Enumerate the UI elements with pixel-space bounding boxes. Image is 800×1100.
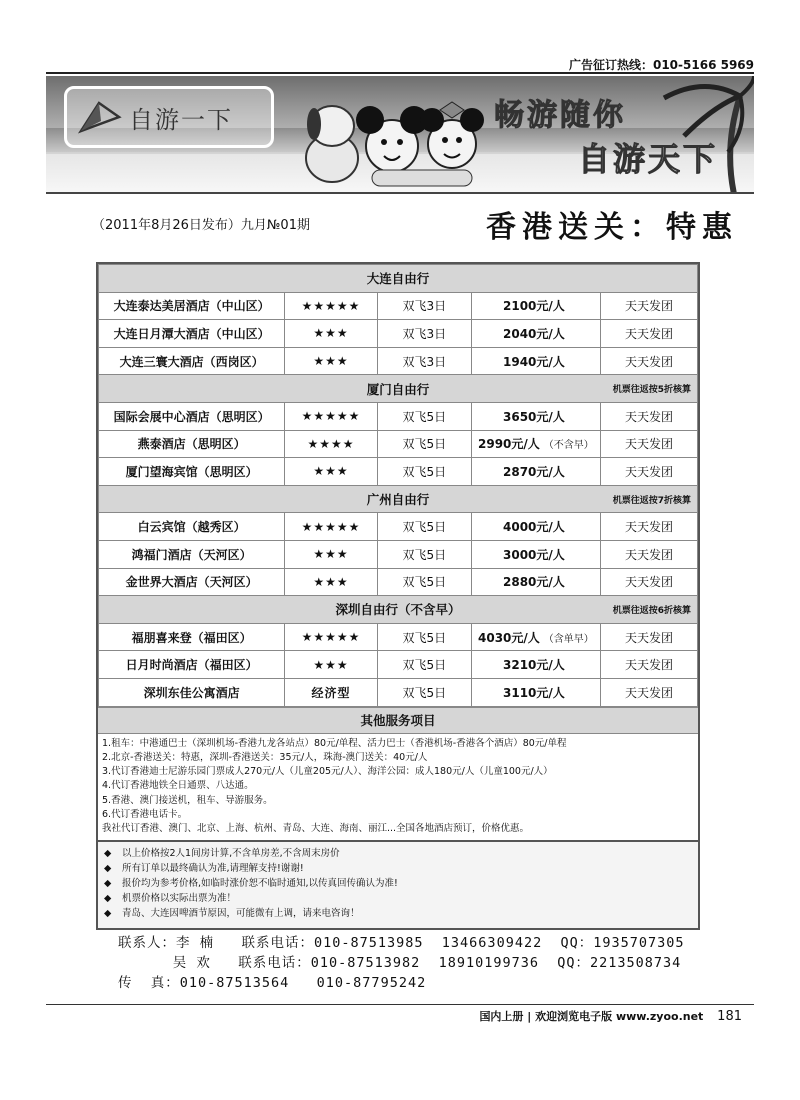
star-rating: ★★★ [313, 464, 349, 479]
departure-schedule: 天天发团 [624, 658, 673, 673]
departure-schedule: 天天发团 [624, 547, 673, 562]
hotel-name: 大连泰达美居酒店（中山区） [113, 299, 270, 314]
departure-schedule: 天天发团 [624, 520, 673, 535]
departure-schedule-cell [600, 623, 697, 651]
price-cell [471, 540, 600, 568]
hotel-name-cell [99, 320, 285, 348]
star-rating-cell [285, 540, 378, 568]
note-text: 以上价格按2人1间房计算,不含单房差,不含周末房价 [122, 847, 340, 859]
star-rating-cell [285, 623, 378, 651]
departure-schedule-cell [600, 513, 697, 541]
ad-hotline: 广告征订热线：010-5166 5969 [568, 58, 754, 72]
hotel-name-cell [99, 540, 285, 568]
price: 2100元/人 [503, 299, 565, 314]
hotel-name: 大连日月潭大酒店（中山区） [113, 326, 270, 341]
trip-duration: 双飞5日 [402, 658, 447, 673]
departure-schedule: 天天发团 [624, 464, 673, 479]
hotel-name: 燕泰酒店（思明区） [137, 437, 246, 452]
footer [479, 1008, 742, 1024]
departure-schedule: 天天发团 [624, 437, 673, 452]
service-item: 5.香港、澳门接送机，租车、导游服务。 [102, 794, 273, 806]
note-item [104, 906, 692, 921]
section-header-cell [99, 485, 698, 513]
contact-line-1: 联系人：李 楠 联系电话：010-87513985 13466309422 QQ：1935707305 [118, 935, 685, 951]
note-text: 所有订单以最终确认为准,请理解支持!谢谢! [122, 862, 304, 874]
departure-schedule-cell [600, 568, 697, 596]
star-rating: ★★★ [313, 574, 349, 589]
diamond-bullet-icon: ◆ [104, 908, 112, 920]
hotel-name: 福朋喜来登（福田区） [131, 630, 252, 645]
price-table [96, 262, 700, 930]
price-cell [471, 678, 600, 706]
note-text: 青岛、大连因啤酒节原因，可能微有上调，请来电咨询！ [122, 908, 360, 920]
departure-schedule-cell [600, 347, 697, 375]
departure-schedule: 天天发团 [624, 685, 673, 700]
footer-text: 国内上册 | 欢迎浏览电子版 www.zyoo.net [479, 1010, 704, 1023]
table-row [99, 292, 698, 320]
star-rating-cell [285, 568, 378, 596]
trip-duration-cell [377, 402, 471, 430]
section-note: 机票往返按5折核算 [612, 385, 691, 396]
star-rating-cell [285, 651, 378, 679]
trip-duration: 双飞5日 [402, 464, 447, 479]
departure-schedule-cell [600, 320, 697, 348]
hotel-name: 白云宾馆（越秀区） [137, 520, 246, 535]
star-rating-cell [285, 678, 378, 706]
trip-duration-cell [377, 292, 471, 320]
trip-duration-cell [377, 568, 471, 596]
section-note: 机票往返按6折核算 [612, 606, 691, 617]
price-cell [471, 402, 600, 430]
hotel-name-cell [99, 678, 285, 706]
trip-duration-cell [377, 320, 471, 348]
price-cell [471, 292, 600, 320]
star-rating: ★★★ [313, 657, 349, 672]
hotel-name-cell [99, 402, 285, 430]
banner [46, 76, 754, 194]
star-rating: ★★★★ [307, 436, 355, 451]
trip-duration: 双飞5日 [402, 630, 447, 645]
departure-schedule: 天天发团 [624, 630, 673, 645]
departure-schedule-cell [600, 402, 697, 430]
departure-schedule-cell [600, 430, 697, 458]
star-rating: ★★★★★ [301, 298, 361, 313]
note-item [104, 846, 692, 861]
trip-duration-cell [377, 623, 471, 651]
price: 4000元/人 [503, 520, 565, 535]
star-rating-cell [285, 320, 378, 348]
section-header-cell [99, 596, 698, 624]
star-rating: ★★★★★ [301, 630, 361, 645]
price: 4030元/人 [478, 630, 540, 645]
cartoon-characters-icon [292, 80, 492, 192]
section-header-cell [99, 375, 698, 403]
price-note: （含单早） [543, 633, 594, 645]
hotel-name: 大连三寰大酒店（西岗区） [119, 354, 264, 369]
departure-schedule-cell [600, 651, 697, 679]
section-header [99, 375, 698, 403]
trip-duration: 双飞5日 [402, 685, 447, 700]
hotel-name: 厦门望海宾馆（思明区） [125, 464, 258, 479]
price-cell [471, 320, 600, 348]
palm-tree-icon [644, 76, 754, 194]
trip-duration-cell [377, 651, 471, 679]
price: 2040元/人 [503, 326, 565, 341]
price-cell [471, 513, 600, 541]
star-rating: ★★★ [313, 326, 349, 341]
price: 2990元/人 [478, 437, 540, 452]
footer-rule [46, 1004, 754, 1005]
departure-schedule-cell [600, 540, 697, 568]
note-item [104, 876, 692, 891]
section-header [99, 485, 698, 513]
note-text: 机票价格以实际出票为准！ [122, 893, 237, 905]
kite-icon [77, 97, 123, 137]
note-item [104, 861, 692, 876]
hotel-name-cell [99, 430, 285, 458]
departure-schedule: 天天发团 [624, 326, 673, 341]
hotel-name-cell [99, 651, 285, 679]
table-row [99, 540, 698, 568]
trip-duration: 双飞3日 [402, 326, 447, 341]
service-item: 4.代订香港地铁全日通票、八达通。 [102, 780, 254, 792]
price: 2880元/人 [503, 575, 565, 590]
hotel-name-cell [99, 292, 285, 320]
hotel-name-cell [99, 623, 285, 651]
slogan-line-2: 自游天下 [578, 140, 719, 178]
trip-duration-cell [377, 678, 471, 706]
trip-duration: 双飞5日 [402, 575, 447, 590]
table-row [99, 513, 698, 541]
issue-date: （2011年8月26日发布）九月№01期 [92, 218, 310, 233]
departure-schedule: 天天发团 [624, 409, 673, 424]
logo [64, 86, 274, 148]
section-note: 机票往返按7折核算 [612, 495, 691, 506]
trip-duration: 双飞5日 [402, 547, 447, 562]
service-item: 3.代订香港迪士尼游乐园门票成人270元/人（儿童205元/人）、海洋公园：成人180元/人（儿童100元/人） [102, 766, 553, 778]
departure-schedule: 天天发团 [624, 575, 673, 590]
slogan-line-1: 畅游随你 [494, 98, 626, 133]
table-row [99, 402, 698, 430]
hotel-name-cell [99, 458, 285, 486]
star-rating-cell [285, 402, 378, 430]
price-cell [471, 623, 600, 651]
star-rating-cell [285, 458, 378, 486]
hotel-name-cell [99, 568, 285, 596]
price-note: （不含早） [543, 440, 594, 452]
promo-title: 香港送关：特惠 [486, 210, 738, 245]
price: 3210元/人 [503, 658, 565, 673]
service-item: 1.租车：中港通巴士（深圳机场-香港九龙各站点）80元/单程、活力巴士（香港机场-香港各个酒店）80元/单程 [102, 737, 567, 749]
price: 2870元/人 [503, 464, 565, 479]
section-title: 深圳自由行（不含早） [335, 602, 461, 618]
table-row [99, 568, 698, 596]
section-title: 厦门自由行 [366, 381, 430, 397]
section-title: 广州自由行 [366, 492, 430, 508]
table-row [99, 430, 698, 458]
hotel-name-cell [99, 513, 285, 541]
table-row [99, 320, 698, 348]
hotel-name-cell [99, 347, 285, 375]
hotel-name: 国际会展中心酒店（思明区） [113, 409, 270, 424]
table-row [99, 458, 698, 486]
table-row [99, 678, 698, 706]
star-rating-cell [285, 430, 378, 458]
contact-line-2: 吴 欢 联系电话：010-87513982 18910199736 QQ：2213508734 [118, 955, 682, 971]
diamond-bullet-icon: ◆ [104, 893, 112, 905]
hotel-name: 深圳东佳公寓酒店 [143, 685, 240, 700]
top-rule [46, 72, 754, 74]
note-text: 报价均为参考价格,如临时涨价恕不临时通知,以传真回传确认为准! [122, 877, 398, 889]
departure-schedule-cell [600, 678, 697, 706]
hotel-name: 鸿福门酒店（天河区） [131, 547, 252, 562]
other-services [98, 707, 698, 840]
trip-duration: 双飞5日 [402, 520, 447, 535]
price: 3000元/人 [503, 547, 565, 562]
price-cell [471, 458, 600, 486]
star-rating-cell [285, 347, 378, 375]
diamond-bullet-icon: ◆ [104, 847, 112, 859]
price: 3650元/人 [503, 409, 565, 424]
service-item: 6.代订香港电话卡。 [102, 808, 188, 820]
price: 1940元/人 [503, 354, 565, 369]
star-rating: ★★★ [313, 354, 349, 369]
star-rating-cell [285, 513, 378, 541]
contact-line-3: 传 真：010-87513564 010-87795242 [118, 975, 427, 991]
note-item [104, 891, 692, 906]
price-cell [471, 651, 600, 679]
table-row [99, 623, 698, 651]
section-header [99, 596, 698, 624]
trip-duration-cell [377, 347, 471, 375]
departure-schedule: 天天发团 [624, 354, 673, 369]
table-row [99, 347, 698, 375]
hotel-name: 日月时尚酒店（福田区） [125, 658, 258, 673]
trip-duration-cell [377, 458, 471, 486]
diamond-bullet-icon: ◆ [104, 862, 112, 874]
section-header-cell [99, 265, 698, 293]
star-rating: ★★★ [313, 547, 349, 562]
price-cell [471, 430, 600, 458]
trip-duration-cell [377, 430, 471, 458]
trip-duration-cell [377, 513, 471, 541]
departure-schedule-cell [600, 292, 697, 320]
trip-duration: 双飞3日 [402, 354, 447, 369]
star-rating: ★★★★★ [301, 519, 361, 534]
contact-info [118, 933, 685, 993]
price-cell [471, 347, 600, 375]
trip-duration: 双飞3日 [402, 299, 447, 314]
star-rating: ★★★★★ [301, 409, 361, 424]
section-header [99, 265, 698, 293]
other-services-title: 其他服务项目 [98, 708, 698, 734]
other-services-list [102, 737, 694, 837]
table-row [99, 651, 698, 679]
hotel-name: 金世界大酒店（天河区） [125, 575, 258, 590]
price-table-grid [98, 264, 698, 707]
page-number: 181 [717, 1009, 742, 1024]
notes-list [98, 840, 698, 928]
price-cell [471, 568, 600, 596]
diamond-bullet-icon: ◆ [104, 877, 112, 889]
departure-schedule-cell [600, 458, 697, 486]
logo-text: 自游一下 [129, 105, 233, 134]
section-title: 大连自由行 [366, 271, 430, 287]
trip-duration: 双飞5日 [402, 437, 447, 452]
star-rating-cell [285, 292, 378, 320]
trip-duration-cell [377, 540, 471, 568]
trip-duration: 双飞5日 [402, 409, 447, 424]
price: 3110元/人 [503, 685, 565, 700]
service-item: 2.北京-香港送关：特惠，深圳-香港送关：35元/人，珠海-澳门送关：40元/人 [102, 751, 428, 763]
service-item: 我社代订香港、澳门、北京、上海、杭州、青岛、大连、海南、丽江...全国各地酒店预订，价格优惠。 [102, 823, 530, 835]
star-rating: 经济型 [311, 685, 351, 700]
departure-schedule: 天天发团 [624, 299, 673, 314]
